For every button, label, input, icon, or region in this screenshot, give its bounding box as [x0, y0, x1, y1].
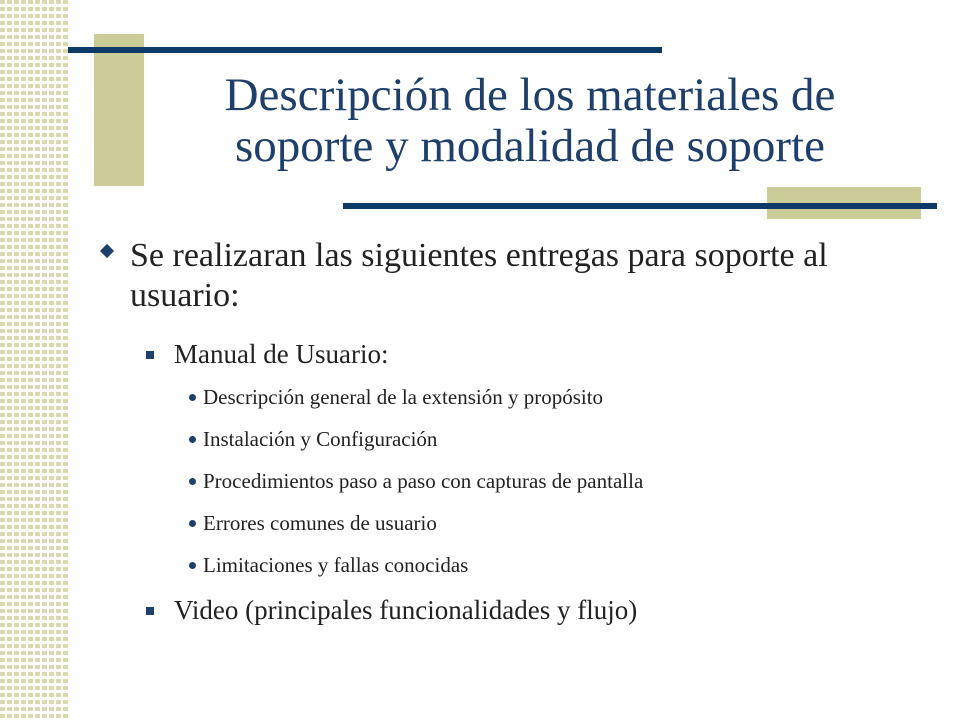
list-item-text: Descripción general de la extensión y propósito	[203, 385, 604, 409]
bullet-text: Se realizaran las siguientes entregas para soporte al usuario:	[130, 237, 828, 314]
list-item-text: Limitaciones y fallas conocidas	[203, 553, 469, 577]
diamond-bullet-icon	[100, 244, 114, 258]
square-bullet-icon	[146, 607, 154, 615]
square-bullet-icon	[146, 351, 154, 359]
dot-bullet-icon	[189, 520, 196, 527]
sub-bullet-text: Manual de Usuario:	[174, 339, 389, 369]
dot-bullet-icon	[189, 394, 196, 401]
dot-bullet-icon	[189, 478, 196, 485]
slide-content	[100, 236, 940, 640]
list-item	[100, 426, 940, 452]
list-item-text: Errores comunes de usuario	[203, 511, 437, 535]
sub-bullet-video	[100, 594, 940, 626]
list-item	[100, 384, 940, 410]
accent-block-top	[94, 34, 144, 186]
list-item	[100, 510, 940, 536]
sub-bullet-manual	[100, 338, 940, 370]
sub-bullet-text: Video (principales funcionalidades y flujo)	[174, 595, 638, 625]
list-item	[100, 468, 940, 494]
list-item-text: Instalación y Configuración	[203, 427, 438, 451]
title-rule-top	[68, 47, 662, 53]
list-item	[100, 552, 940, 578]
dot-bullet-icon	[189, 436, 196, 443]
dot-bullet-icon	[189, 562, 196, 569]
list-item-text: Procedimientos paso a paso con capturas de pantalla	[203, 469, 644, 493]
bullet-deliverables	[100, 236, 940, 316]
slide-title: Descripción de los materiales de soporte y modalidad de soporte	[224, 69, 836, 172]
title-rule-bottom	[343, 203, 937, 209]
side-pattern-decoration	[0, 0, 68, 720]
